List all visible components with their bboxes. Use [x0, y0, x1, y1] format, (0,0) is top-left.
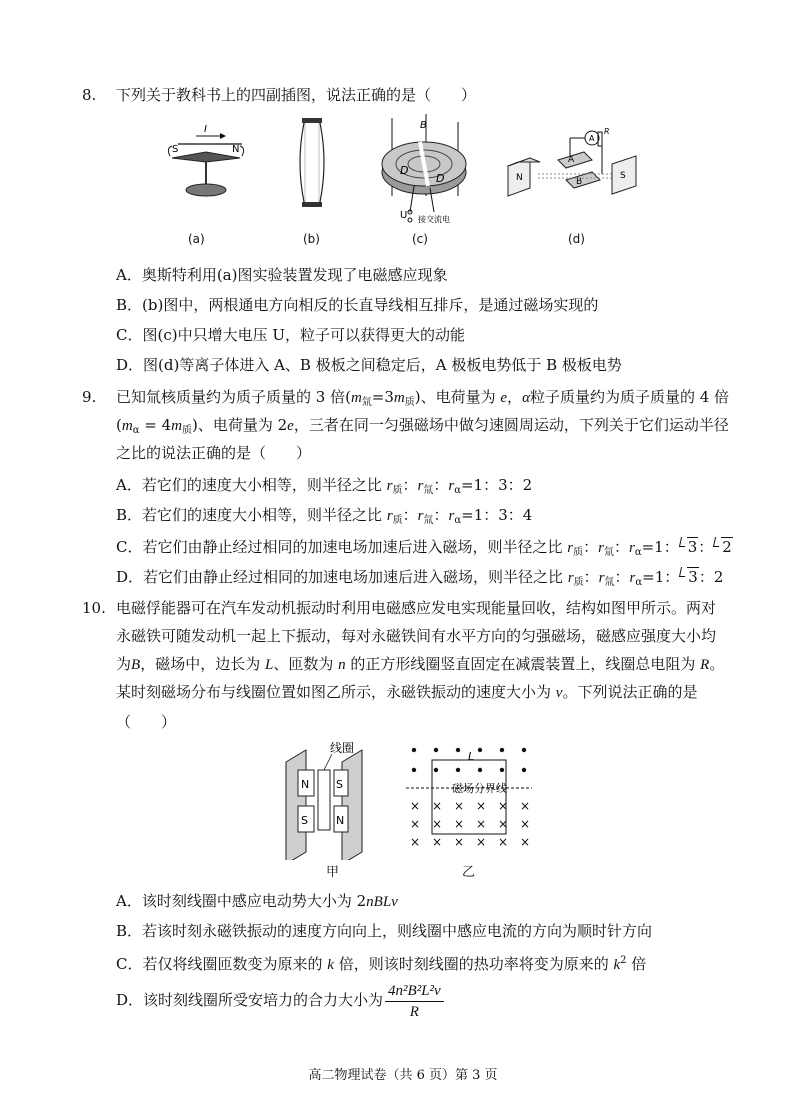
q10-stem-line5: （ ）: [116, 713, 177, 731]
plate-a-label: A: [568, 155, 575, 165]
q10-figure-jia-caption: 甲: [326, 865, 340, 880]
q10-figure-jia: [280, 740, 400, 860]
svg-text:×: ×: [498, 835, 509, 849]
current-label: I: [204, 124, 207, 135]
boundary-label: 磁场分界线: [452, 782, 507, 795]
page-footer: 高二物理试卷（共 6 页）第 3 页: [308, 1068, 498, 1083]
q9-stem-line1: 已知氚核质量约为质子质量的 3 倍$(m_氚=3m_质)$、电荷量为 e，α粒子质量约为质子质量的 4 倍: [116, 388, 730, 408]
magnet-n-label: N: [516, 173, 523, 183]
q8-figure-d-caption: (d): [568, 232, 585, 246]
svg-text:×: ×: [520, 817, 531, 831]
resistor-label: R: [604, 127, 610, 136]
q10-stem-line2: 永磁铁可随发动机一起上下振动，每对永磁铁间有水平方向的匀强磁场，磁感应强度大小均: [116, 627, 717, 645]
magnet-s-label: S: [620, 171, 626, 181]
svg-text:×: ×: [432, 799, 443, 813]
field-b-label: B: [420, 120, 427, 131]
q8-figure-d: [504, 118, 644, 208]
force-fraction: $\frac{\text{4n²B²L²v}}{R}$: [385, 981, 444, 1022]
magnet-top-right-label: S: [336, 778, 343, 791]
svg-text:×: ×: [498, 817, 509, 831]
q9-option-c: C．若它们由静止经过相同的加速电场加速后进入磁场，则半径之比 $r_质$：$r_氚$：$r_\alpha=1$： 3： 2: [116, 538, 732, 558]
svg-text:×: ×: [520, 799, 531, 813]
q9-number: 9.: [82, 388, 97, 406]
q8-figure-a-caption: (a): [188, 232, 205, 246]
dee-right-label: D: [436, 172, 445, 185]
q9-option-a: A．若它们的速度大小相等，则半径之比 $r_质$：$r_氚$：$r_\alpha=1$：3：2: [116, 476, 533, 496]
q10-figure-yi-caption: 乙: [462, 865, 476, 880]
svg-text:×: ×: [410, 799, 421, 813]
svg-text:×: ×: [454, 835, 465, 849]
svg-text:×: ×: [432, 835, 443, 849]
magnet-top-left-label: N: [301, 778, 310, 791]
q8-figure-b: [292, 114, 332, 214]
q8-figure-a: [158, 118, 254, 210]
q10-option-b: B．若该时刻永磁铁振动的速度方向向上，则线圈中感应电流的方向为顺时针方向: [116, 922, 653, 940]
plate-b-label: B: [576, 177, 583, 187]
magnet-bottom-left-label: S: [301, 814, 308, 827]
q10-option-a: A．该时刻线圈中感应电动势大小为 2nBLv: [116, 892, 398, 910]
q8-figure-c: [374, 112, 474, 228]
q8-number: 8.: [82, 86, 97, 104]
q10-option-c: C．若仅将线圈匝数变为原来的 k 倍，则该时刻线圈的热功率将变为原来的 $k^2$ 倍: [116, 955, 647, 973]
svg-text:×: ×: [454, 817, 465, 831]
svg-text:×: ×: [520, 835, 531, 849]
q8-option-a: A．奥斯特利用(a)图实验装置发现了电磁感应现象: [116, 266, 448, 284]
side-length-label: L: [468, 750, 475, 763]
q10-stem-line4: 某时刻磁场分布与线圈位置如图乙所示，永磁铁振动的速度大小为 v。下列说法正确的是: [116, 683, 698, 701]
dee-left-label: D: [400, 164, 409, 177]
q10-stem-line1: 电磁俘能器可在汽车发动机振动时利用电磁感应发电实现能量回收，结构如图甲所示。两对: [116, 599, 717, 617]
ac-source-label: 接交流电: [418, 215, 450, 224]
svg-text:×: ×: [410, 835, 421, 849]
svg-text:×: ×: [410, 817, 421, 831]
svg-text:×: ×: [476, 835, 487, 849]
q8-figure-c-caption: (c): [412, 232, 428, 246]
q9-stem-line3: 之比的说法正确的是（ ）: [116, 444, 312, 462]
north-pole-label: N: [232, 144, 240, 155]
q8-figure-b-caption: (b): [303, 232, 320, 246]
q9-option-b: B．若它们的速度大小相等，则半径之比 $r_质$：$r_氚$：$r_\alpha=1$：3：4: [116, 506, 533, 526]
svg-text:×: ×: [454, 799, 465, 813]
q8-option-c: C．图(c)中只增大电压 U，粒子可以获得更大的动能: [116, 326, 465, 344]
svg-text:×: ×: [498, 799, 509, 813]
ammeter-label: A: [589, 134, 595, 143]
q10-option-d: D．该时刻线圈所受安培力的合力大小为 $\frac{\text{4n²B²L²v}}{R}$: [116, 980, 444, 1022]
q8-stem: 下列关于教科书上的四副插图，说法正确的是（ ）: [116, 86, 477, 104]
q8-option-d: D．图(d)等离子体进入 A、B 极板之间稳定后，A 极板电势低于 B 极板电势: [116, 356, 622, 374]
svg-text:×: ×: [432, 817, 443, 831]
svg-text:×: ×: [476, 817, 487, 831]
q10-stem-line3: 为B，磁场中，边长为 L、匝数为 n 的正方形线圈竖直固定在减震装置上，线圈总电阻为 R。: [116, 655, 725, 673]
q10-figure-yi: [406, 742, 536, 854]
q10-number: 10.: [82, 599, 106, 617]
coil-label: 线圈: [330, 741, 355, 755]
voltage-u-label: U: [400, 210, 408, 221]
south-pole-label: S: [172, 144, 179, 155]
q9-stem-line2: $(m_\alpha = 4m_质)$、电荷量为 2e，三者在同一匀强磁场中做匀速圆周运动，下列关于它们运动半径: [116, 416, 729, 436]
q9-option-d: D．若它们由静止经过相同的加速电场加速后进入磁场，则半径之比 $r_质$：$r_氚$：$r_\alpha=1$： 3：2: [116, 568, 724, 588]
magnet-bottom-right-label: N: [336, 814, 345, 827]
svg-text:×: ×: [476, 799, 487, 813]
q8-option-b: B．(b)图中，两根通电方向相反的长直导线相互排斥，是通过磁场实现的: [116, 296, 599, 314]
